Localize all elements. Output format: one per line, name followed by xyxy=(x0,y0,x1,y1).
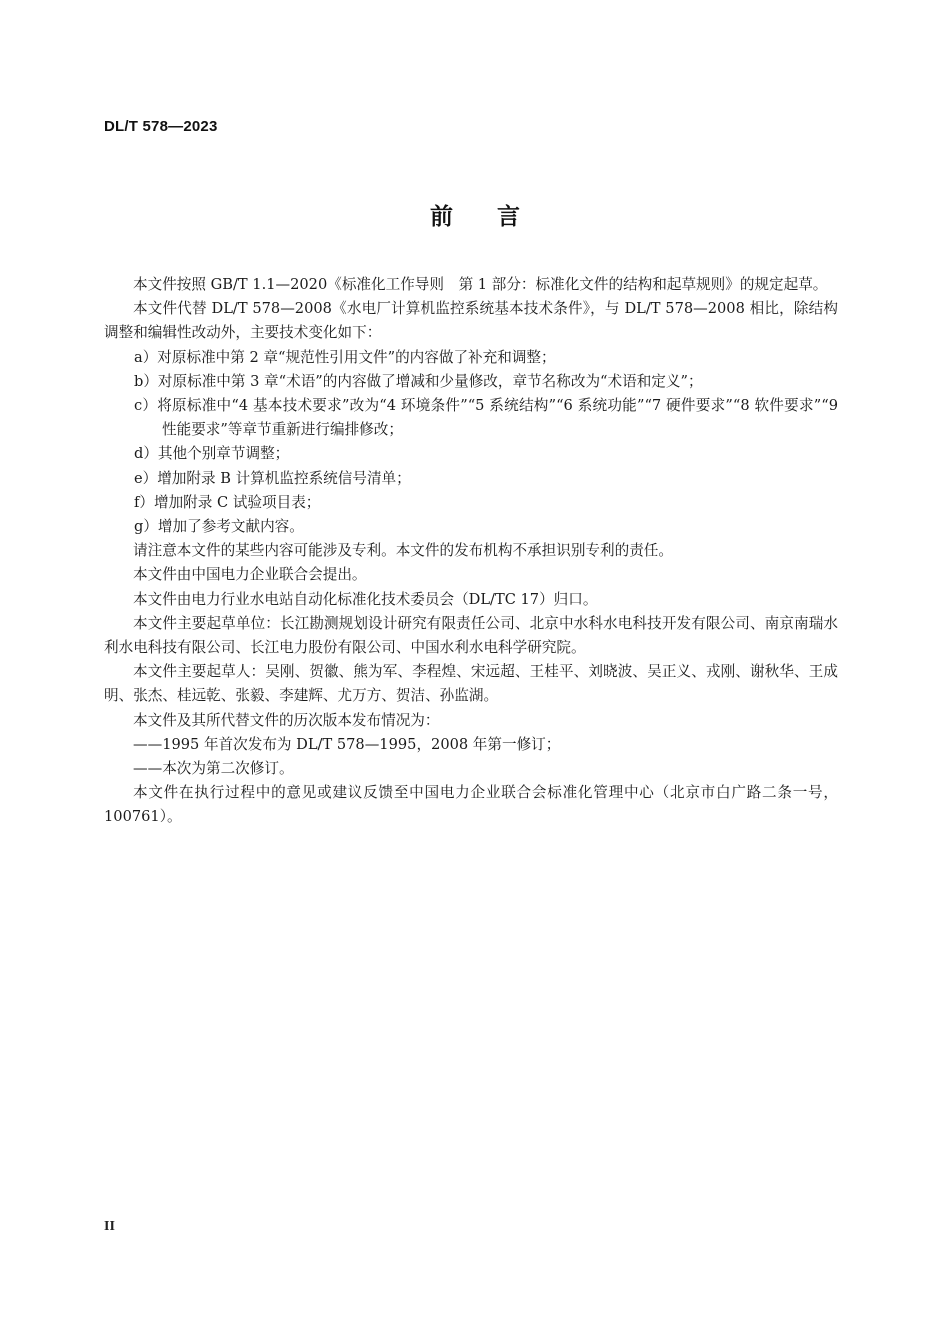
paragraph-version-history: 本文件及其所代替文件的历次版本发布情况为： xyxy=(133,711,440,729)
paragraph-drafters: 本文件主要起草人：吴刚、贺徽、熊为军、李程煌、宋远超、王桂平、刘晓波、吴正义、戎刚、谢秋华、王成明、张杰、桂远乾、张毅、李建辉、尤万方、贺洁、孙监湖。 xyxy=(104,663,838,705)
foreword-body xyxy=(104,273,838,830)
change-item-b: b）对原标准中第 3 章“术语”的内容做了增减和少量修改，章节名称改为“术语和定义”； xyxy=(134,372,703,390)
history-item-current: ——本次为第二次修订。 xyxy=(133,760,294,778)
paragraph-proposer: 本文件由中国电力企业联合会提出。 xyxy=(133,566,367,584)
change-item-c: c）将原标准中“4 基本技术要求”改为“4 环境条件”“5 系统结构”“6 系统功能”“7 硬件要求”“8 软件要求”“9 性能要求”等章节重新进行编排修改； xyxy=(134,397,838,439)
change-item-e: e）增加附录 B 计算机监控系统信号清单； xyxy=(134,469,411,487)
history-item-1995: ——1995 年首次发布为 DL/T 578—1995，2008 年第一修订； xyxy=(133,735,561,753)
paragraph-drafting-units: 本文件主要起草单位：长江勘测规划设计研究有限责任公司、北京中水科水电科技开发有限公司、南京南瑞水利水电科技有限公司、长江电力股份有限公司、中国水利水电科学研究院。 xyxy=(104,614,838,657)
change-item-g: g）增加了参考文献内容。 xyxy=(134,518,304,536)
change-item-a: a）对原标准中第 2 章“规范性引用文件”的内容做了补充和调整； xyxy=(134,348,556,366)
page-title: 前言 xyxy=(430,204,564,230)
document-code: DL/T 578—2023 xyxy=(104,118,218,135)
change-item-f: f）增加附录 C 试验项目表； xyxy=(134,493,321,511)
paragraph-committee: 本文件由电力行业水电站自动化标准化技术委员会（DL/TC 17）归口。 xyxy=(133,590,598,608)
page-number: II xyxy=(104,1219,115,1234)
paragraph-replacement: 本文件代替 DL/T 578—2008《水电厂计算机监控系统基本技术条件》，与 DL/T 578—2008 相比，除结构调整和编辑性改动外，主要技术变化如下： xyxy=(104,300,838,342)
paragraph-drafting-rules: 本文件按照 GB/T 1.1—2020《标准化工作导则 第 1 部分：标准化文件的结构和起草规则》的规定起草。 xyxy=(133,276,828,293)
paragraph-feedback: 本文件在执行过程中的意见或建议反馈至中国电力企业联合会标准化管理中心（北京市白广路二条一号，100761）。 xyxy=(104,784,838,826)
change-item-d: d）其他个别章节调整； xyxy=(134,445,290,463)
paragraph-patent-notice: 请注意本文件的某些内容可能涉及专利。本文件的发布机构不承担识别专利的责任。 xyxy=(133,542,673,560)
